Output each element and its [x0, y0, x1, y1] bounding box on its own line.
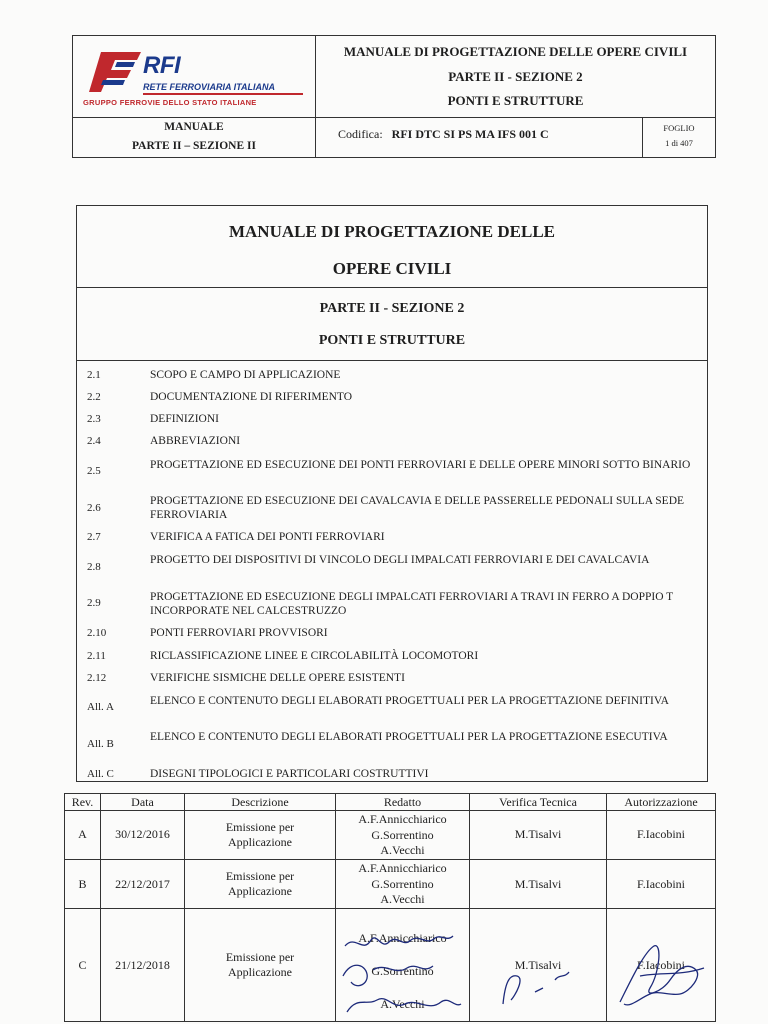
toc-text: VERIFICA A FATICA DEI PONTI FERROVIARI	[150, 531, 385, 543]
logo-cell	[73, 36, 316, 118]
author-name: A.F.Annicchiarico	[358, 931, 447, 945]
description-line: Emissione per	[225, 869, 295, 883]
toc-text: ELENCO E CONTENUTO DEGLI ELABORATI PROGETTUALI PER LA PROGETTAZIONE DEFINITIVA	[150, 695, 669, 707]
verifier-cell: M.Tisalvi	[514, 877, 562, 891]
toc-text: PROGETTAZIONE ED ESECUZIONE DEGLI IMPALCATI FERROVIARI A TRAVI IN FERRO A DOPPIO T INCORPORATE NEL CALCESTRUZZO	[150, 591, 673, 617]
date-cell: 22/12/2017	[115, 877, 170, 891]
column-header: Verifica Tecnica	[499, 795, 577, 809]
authorizer-cell: F.Iacobini	[636, 827, 686, 841]
toc-number: 2.5	[87, 465, 101, 477]
codifica-label: Codifica:	[338, 127, 383, 141]
toc-number: 2.9	[87, 597, 101, 609]
author-name: A.Vecchi	[380, 843, 425, 857]
header-title	[316, 36, 715, 118]
toc-text: ELENCO E CONTENUTO DEGLI ELABORATI PROGETTUALI PER LA PROGETTAZIONE ESECUTIVA	[150, 731, 668, 743]
author-cell	[336, 812, 469, 859]
column-header: Data	[131, 795, 154, 809]
toc-text: VERIFICHE SISMICHE DELLE OPERE ESISTENTI	[150, 672, 405, 684]
rev-cell: B	[78, 877, 87, 891]
authorizer-cell: F.Iacobini	[636, 958, 686, 972]
toc-number: 2.6	[87, 502, 101, 514]
description-line: Applicazione	[228, 965, 292, 979]
table-divider	[65, 810, 715, 811]
author-name: G.Sorrentino	[371, 876, 434, 891]
toc-number: All. B	[87, 738, 114, 750]
authorizer-cell: F.Iacobini	[636, 877, 686, 891]
column-header: Redatto	[383, 795, 422, 809]
cover-subtitle	[77, 288, 707, 361]
author-name: A.Vecchi	[380, 997, 425, 1011]
logo-group: GRUPPO FERROVIE DELLO STATO ITALIANE	[83, 98, 257, 107]
header-title-line: MANUALE DI PROGETTAZIONE DELLE OPERE CIVILI	[343, 44, 688, 59]
table-divider	[65, 908, 715, 909]
manual-line: MANUALE	[164, 121, 224, 133]
logo-divider	[143, 93, 303, 95]
toc-text: PROGETTAZIONE ED ESECUZIONE DEI PONTI FERROVIARI E DELLE OPERE MINORI SOTTO BINARIO	[150, 459, 691, 471]
cover-box	[76, 205, 708, 782]
toc-number: 2.3	[87, 413, 101, 425]
rev-cell: C	[78, 958, 87, 972]
manual-cell	[73, 118, 316, 157]
author-name: A.F.Annicchiarico	[358, 812, 447, 826]
author-cell	[336, 861, 469, 908]
toc-number: 2.11	[87, 650, 106, 662]
author-name: G.Sorrentino	[371, 964, 434, 978]
toc-number: 2.8	[87, 561, 101, 573]
table-divider	[65, 859, 715, 860]
date-cell: 21/12/2018	[115, 958, 170, 972]
foglio-value: 1 di 407	[665, 138, 693, 148]
author-name: A.Vecchi	[380, 892, 425, 906]
description-cell	[185, 950, 335, 980]
description-line: Applicazione	[228, 835, 292, 849]
logo-subtitle: RETE FERROVIARIA ITALIANA	[143, 82, 275, 92]
toc-text: ABBREVIAZIONI	[150, 435, 241, 447]
toc-number: All. A	[87, 701, 114, 713]
toc-text: PONTI FERROVIARI PROVVISORI	[150, 627, 328, 639]
toc-number: 2.1	[87, 369, 101, 381]
cover-title	[77, 206, 707, 288]
date-cell: 30/12/2016	[115, 827, 170, 841]
foglio-label: FOGLIO	[663, 123, 695, 133]
verifier-cell: M.Tisalvi	[514, 827, 562, 841]
foglio-cell	[643, 118, 715, 157]
toc-text: SCOPO E CAMPO DI APPLICAZIONE	[150, 369, 341, 381]
author-name: G.Sorrentino	[371, 827, 434, 842]
cover-title-line: OPERE CIVILI	[332, 259, 452, 278]
manual-line: PARTE II – SEZIONE II	[131, 140, 256, 152]
header-title-line: PONTI E STRUTTURE	[447, 93, 584, 108]
toc-number: 2.2	[87, 391, 101, 403]
cover-title-line: MANUALE DI PROGETTAZIONE DELLE	[228, 222, 556, 241]
toc-text: PROGETTO DEI DISPOSITIVI DI VINCOLO DEGLI IMPALCATI FERROVIARI E DEI CAVALCAVIA	[150, 554, 650, 566]
signature-redatto-icon	[337, 924, 469, 1020]
toc-text: DEFINIZIONI	[150, 413, 219, 425]
codifica-cell	[316, 118, 643, 157]
toc-text: RICLASSIFICAZIONE LINEE E CIRCOLABILITÀ LOCOMOTORI	[150, 650, 479, 662]
codifica-value: RFI DTC SI PS MA IFS 001 C	[391, 127, 549, 141]
author-name: A.F.Annicchiarico	[358, 861, 447, 875]
description-line: Applicazione	[228, 884, 292, 898]
column-header: Descrizione	[231, 795, 289, 809]
toc-text: DOCUMENTAZIONE DI RIFERIMENTO	[150, 391, 353, 403]
signature-autorizzazione-icon	[610, 932, 714, 1018]
toc-number: 2.10	[87, 627, 107, 639]
cover-subtitle-line: PARTE II - SEZIONE 2	[319, 301, 465, 316]
document-header	[72, 35, 716, 158]
toc-text: DISEGNI TIPOLOGICI E PARTICOLARI COSTRUTTIVI	[150, 768, 429, 780]
description-cell	[185, 869, 335, 899]
revision-table	[64, 793, 716, 1022]
toc-number: 2.7	[87, 531, 101, 543]
toc-text: PROGETTAZIONE ED ESECUZIONE DEI CAVALCAVIA E DELLE PASSERELLE PEDONALI SULLA SEDE FERROVIARIA	[150, 495, 685, 521]
description-cell	[185, 820, 335, 850]
column-header: Autorizzazione	[624, 795, 698, 809]
column-header: Rev.	[71, 795, 94, 809]
rfi-logo-icon	[87, 48, 145, 94]
toc-number: All. C	[87, 768, 114, 780]
rev-cell: A	[78, 827, 87, 841]
toc-number: 2.12	[87, 672, 107, 684]
logo-brand: RFI	[143, 52, 181, 79]
toc-number: 2.4	[87, 435, 101, 447]
signature-verifica-icon	[495, 944, 585, 1014]
cover-subtitle-line: PONTI E STRUTTURE	[318, 333, 466, 348]
header-title-line: PARTE II - SEZIONE 2	[448, 68, 583, 84]
description-line: Emissione per	[225, 820, 295, 834]
description-line: Emissione per	[225, 950, 295, 964]
verifier-cell: M.Tisalvi	[514, 958, 562, 972]
